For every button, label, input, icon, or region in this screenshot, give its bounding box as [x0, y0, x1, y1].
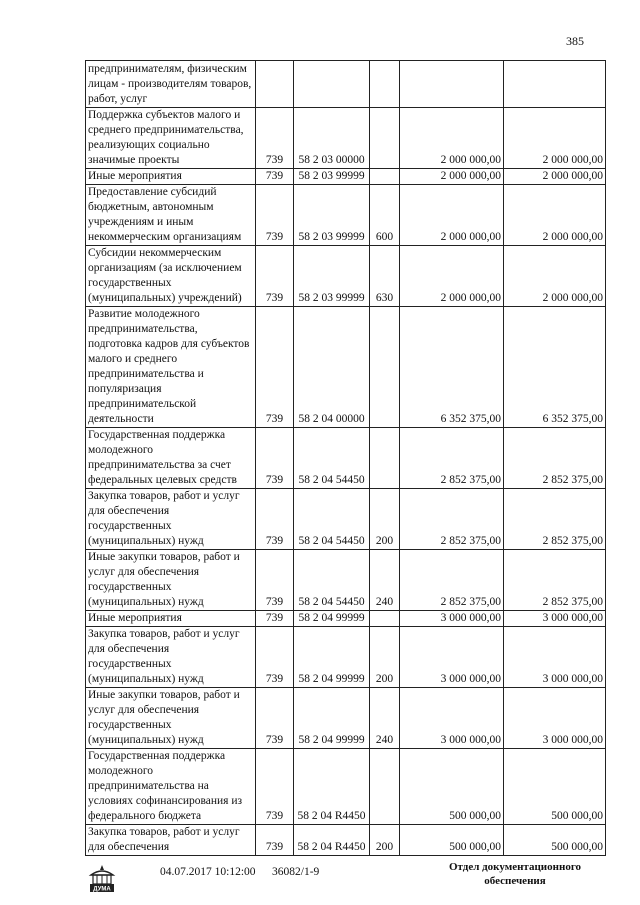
row-sum-1: 6 352 375,00 — [400, 307, 504, 428]
row-sum-2: 3 000 000,00 — [504, 627, 606, 688]
row-org-code: 739 — [256, 246, 294, 307]
footer-reference: 36082/1-9 — [272, 866, 320, 878]
table-row — [86, 688, 606, 749]
row-expense-type — [370, 428, 400, 489]
table-row — [86, 749, 606, 825]
row-sum-2 — [504, 61, 606, 108]
row-sum-2: 2 852 375,00 — [504, 550, 606, 611]
row-expense-type: 200 — [370, 489, 400, 550]
row-org-code: 739 — [256, 627, 294, 688]
row-sum-2: 500 000,00 — [504, 749, 606, 825]
row-sum-2: 2 852 375,00 — [504, 428, 606, 489]
row-expense-type — [370, 307, 400, 428]
row-expense-type: 200 — [370, 825, 400, 856]
row-target-code: 58 2 03 99999 — [294, 246, 370, 307]
row-description: Поддержка субъектов малого и среднего предпринимательства, реализующих социально значимые проекты — [86, 108, 256, 169]
table-row — [86, 108, 606, 169]
row-expense-type: 240 — [370, 550, 400, 611]
department-line-1: Отдел документационного — [448, 861, 582, 873]
row-description: Иные закупки товаров, работ и услуг для обеспечения государственных (муниципальных) нужд — [86, 688, 256, 749]
row-expense-type: 200 — [370, 627, 400, 688]
row-sum-1: 2 000 000,00 — [400, 169, 504, 185]
footer-date: 04.07.2017 10:12:00 — [160, 866, 256, 878]
row-description: Иные закупки товаров, работ и услуг для обеспечения государственных (муниципальных) нужд — [86, 550, 256, 611]
row-org-code: 739 — [256, 550, 294, 611]
row-target-code — [294, 61, 370, 108]
row-description: Предоставление субсидий бюджетным, автономным учреждениям и иным некоммерческим организациям — [86, 185, 256, 246]
row-target-code: 58 2 04 00000 — [294, 307, 370, 428]
row-sum-2: 3 000 000,00 — [504, 611, 606, 627]
row-sum-2: 3 000 000,00 — [504, 688, 606, 749]
row-target-code: 58 2 04 R4450 — [294, 749, 370, 825]
page-number: 385 — [566, 34, 584, 48]
table-row — [86, 489, 606, 550]
row-org-code: 739 — [256, 169, 294, 185]
row-sum-2: 2 000 000,00 — [504, 108, 606, 169]
row-sum-2: 2 000 000,00 — [504, 246, 606, 307]
table-row — [86, 61, 606, 108]
row-sum-1: 2 000 000,00 — [400, 246, 504, 307]
row-description: Иные мероприятия — [86, 611, 256, 627]
footer-department — [440, 860, 590, 888]
row-target-code: 58 2 04 54450 — [294, 428, 370, 489]
row-sum-1: 2 852 375,00 — [400, 489, 504, 550]
row-description: Развитие молодежного предпринимательства, подготовка кадров для субъектов малого и среднего предпринимательства и популяризация предпринимательской деятельности — [86, 307, 256, 428]
row-target-code: 58 2 04 99999 — [294, 627, 370, 688]
budget-table — [85, 60, 606, 856]
page-footer — [0, 860, 640, 900]
row-sum-1: 2 852 375,00 — [400, 428, 504, 489]
row-org-code: 739 — [256, 307, 294, 428]
row-target-code: 58 2 04 54450 — [294, 550, 370, 611]
row-sum-1: 3 000 000,00 — [400, 611, 504, 627]
table-row — [86, 169, 606, 185]
row-sum-1: 500 000,00 — [400, 825, 504, 856]
row-target-code: 58 2 03 99999 — [294, 185, 370, 246]
department-line-2: обеспечения — [484, 875, 546, 887]
row-org-code: 739 — [256, 688, 294, 749]
row-org-code: 739 — [256, 185, 294, 246]
row-expense-type — [370, 108, 400, 169]
row-org-code: 739 — [256, 825, 294, 856]
row-org-code — [256, 61, 294, 108]
duma-logo-icon — [86, 862, 118, 894]
row-org-code: 739 — [256, 611, 294, 627]
table-row — [86, 627, 606, 688]
row-sum-1: 3 000 000,00 — [400, 627, 504, 688]
row-org-code: 739 — [256, 749, 294, 825]
row-expense-type: 630 — [370, 246, 400, 307]
row-expense-type: 240 — [370, 688, 400, 749]
table-row — [86, 825, 606, 856]
row-sum-1: 3 000 000,00 — [400, 688, 504, 749]
row-sum-1: 500 000,00 — [400, 749, 504, 825]
row-sum-2: 2 852 375,00 — [504, 489, 606, 550]
row-expense-type — [370, 169, 400, 185]
row-expense-type: 600 — [370, 185, 400, 246]
row-sum-1 — [400, 61, 504, 108]
row-sum-2: 500 000,00 — [504, 825, 606, 856]
row-expense-type — [370, 611, 400, 627]
row-org-code: 739 — [256, 428, 294, 489]
row-description: Государственная поддержка молодежного предпринимательства на условиях софинансирования из федерального бюджета — [86, 749, 256, 825]
row-description: Государственная поддержка молодежного предпринимательства за счет федеральных целевых средств — [86, 428, 256, 489]
table-row — [86, 246, 606, 307]
row-description: Закупка товаров, работ и услуг для обеспечения — [86, 825, 256, 856]
row-sum-2: 6 352 375,00 — [504, 307, 606, 428]
row-org-code: 739 — [256, 108, 294, 169]
row-description: предпринимателям, физическим лицам - производителям товаров, работ, услуг — [86, 61, 256, 108]
row-expense-type — [370, 61, 400, 108]
row-target-code: 58 2 04 99999 — [294, 611, 370, 627]
row-description: Закупка товаров, работ и услуг для обеспечения государственных (муниципальных) нужд — [86, 627, 256, 688]
table-row — [86, 307, 606, 428]
row-sum-1: 2 000 000,00 — [400, 185, 504, 246]
table-row — [86, 550, 606, 611]
row-org-code: 739 — [256, 489, 294, 550]
row-description: Закупка товаров, работ и услуг для обеспечения государственных (муниципальных) нужд — [86, 489, 256, 550]
row-sum-1: 2 852 375,00 — [400, 550, 504, 611]
row-description: Субсидии некоммерческим организациям (за исключением государственных (муниципальных) учреждений) — [86, 246, 256, 307]
row-sum-2: 2 000 000,00 — [504, 185, 606, 246]
row-sum-2: 2 000 000,00 — [504, 169, 606, 185]
row-description: Иные мероприятия — [86, 169, 256, 185]
logo-text: ДУМА — [93, 886, 111, 893]
table-row — [86, 185, 606, 246]
row-target-code: 58 2 03 00000 — [294, 108, 370, 169]
row-target-code: 58 2 03 99999 — [294, 169, 370, 185]
row-target-code: 58 2 04 54450 — [294, 489, 370, 550]
row-sum-1: 2 000 000,00 — [400, 108, 504, 169]
table-row — [86, 611, 606, 627]
row-target-code: 58 2 04 R4450 — [294, 825, 370, 856]
row-expense-type — [370, 749, 400, 825]
table-row — [86, 428, 606, 489]
row-target-code: 58 2 04 99999 — [294, 688, 370, 749]
